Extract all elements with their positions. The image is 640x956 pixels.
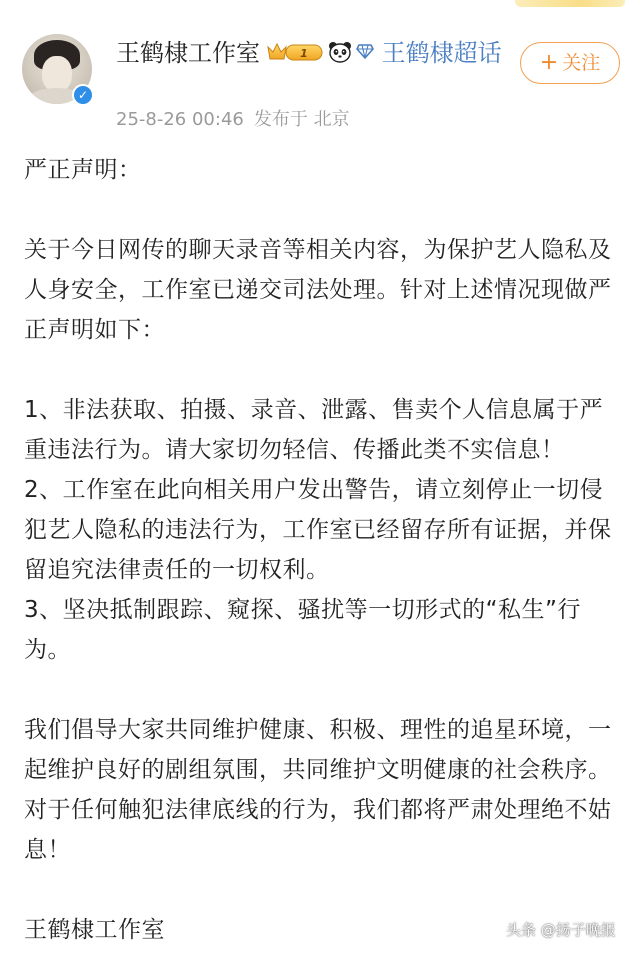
follow-button[interactable] (520, 42, 620, 84)
follow-button-label: 关注 (562, 52, 601, 74)
top-scroll-strip (0, 0, 640, 12)
scroll-remnant-decoration (515, 0, 625, 7)
statement-title: 严正声明： (24, 157, 142, 183)
vip-crown-icon[interactable] (266, 41, 324, 63)
avatar-face (42, 56, 72, 92)
statement-point: 3、坚决抵制跟踪、窥探、骚扰等一切形式的“私生”行为。 (24, 597, 581, 663)
post-timestamp: 25-8-26 00:46 (116, 109, 244, 130)
paragraph-gap (24, 670, 624, 710)
statement-signature: 王鹤棣工作室 (24, 917, 165, 943)
vip-level: 1 (300, 47, 308, 60)
author-name[interactable]: 王鹤棣工作室 (116, 39, 260, 67)
paragraph-gap (24, 870, 624, 910)
post-body (24, 150, 624, 950)
post-meta (116, 108, 350, 132)
statement-point: 1、非法获取、拍摄、录音、泄露、售卖个人信息属于严重违法行为。请大家切勿轻信、传播此类不实信息！ (24, 397, 604, 463)
source-watermark: 头条 @扬子晚报 (506, 921, 616, 939)
author-line (116, 34, 516, 72)
paragraph-gap (24, 350, 624, 390)
statement-closing: 我们倡导大家共同维护健康、积极、理性的追星环境，一起维护良好的剧组氛围，共同维护文明健康的社会秩序。对于任何触犯法律底线的行为，我们都将严肃处理绝不姑息！ (24, 717, 612, 863)
supertopic-link[interactable]: 王鹤棣超话 (381, 39, 502, 67)
post-location: 发布于 北京 (253, 109, 350, 130)
post-header (22, 28, 622, 138)
diamond-icon (356, 43, 374, 59)
statement-intro: 关于今日网传的聊天录音等相关内容，为保护艺人隐私及人身安全，工作室已递交司法处理。针对上述情况现做严正声明如下： (24, 237, 612, 343)
plus-icon: + (539, 50, 559, 75)
panda-icon (328, 41, 352, 63)
paragraph-gap (24, 190, 624, 230)
verified-badge-icon: ✓ (72, 84, 94, 106)
statement-point: 2、工作室在此向相关用户发出警告，请立刻停止一切侵犯艺人隐私的违法行为，工作室已经留存所有证据，并保留追究法律责任的一切权利。 (24, 477, 612, 583)
